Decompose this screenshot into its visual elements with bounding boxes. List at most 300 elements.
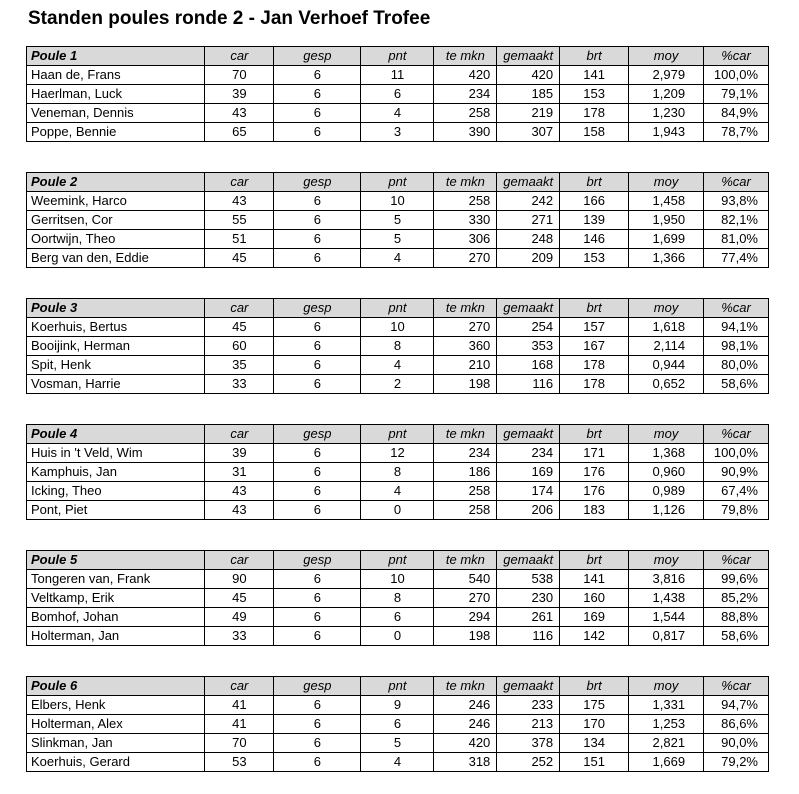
cell-gemaakt: 206 [497, 501, 560, 520]
player-name: Spit, Henk [27, 356, 205, 375]
cell-brt: 178 [560, 104, 629, 123]
player-name: Tongeren van, Frank [27, 570, 205, 589]
column-header-pnt: pnt [361, 173, 434, 192]
cell-car: 35 [205, 356, 274, 375]
cell-gesp: 6 [274, 734, 361, 753]
cell-gesp: 6 [274, 318, 361, 337]
column-header-pct-car: %car [704, 47, 769, 66]
cell-gesp: 6 [274, 356, 361, 375]
cell-pnt: 3 [361, 123, 434, 142]
cell-te-mkn: 270 [434, 589, 497, 608]
column-header-gesp: gesp [274, 47, 361, 66]
column-header-gesp: gesp [274, 299, 361, 318]
cell-pnt: 5 [361, 211, 434, 230]
cell-te-mkn: 186 [434, 463, 497, 482]
cell-gemaakt: 538 [497, 570, 560, 589]
table-row [27, 192, 769, 211]
cell-gemaakt: 261 [497, 608, 560, 627]
cell-pnt: 12 [361, 444, 434, 463]
column-header-gesp: gesp [274, 173, 361, 192]
cell-pnt: 11 [361, 66, 434, 85]
cell-te-mkn: 330 [434, 211, 497, 230]
column-header-moy: moy [629, 677, 704, 696]
column-header-pnt: pnt [361, 677, 434, 696]
column-header-te-mkn: te mkn [434, 47, 497, 66]
column-header-pct-car: %car [704, 173, 769, 192]
cell-moy: 2,821 [629, 734, 704, 753]
player-name: Elbers, Henk [27, 696, 205, 715]
cell-gemaakt: 307 [497, 123, 560, 142]
cell-moy: 1,230 [629, 104, 704, 123]
table-header-row [27, 173, 769, 192]
cell-brt: 167 [560, 337, 629, 356]
cell-gemaakt: 233 [497, 696, 560, 715]
cell-gesp: 6 [274, 589, 361, 608]
cell-car: 31 [205, 463, 274, 482]
cell-brt: 160 [560, 589, 629, 608]
cell-car: 43 [205, 104, 274, 123]
cell-gesp: 6 [274, 608, 361, 627]
player-name: Veltkamp, Erik [27, 589, 205, 608]
player-name: Berg van den, Eddie [27, 249, 205, 268]
cell-car: 39 [205, 85, 274, 104]
cell-te-mkn: 234 [434, 85, 497, 104]
cell-car: 41 [205, 715, 274, 734]
cell-te-mkn: 258 [434, 192, 497, 211]
cell-gemaakt: 271 [497, 211, 560, 230]
cell-gesp: 6 [274, 337, 361, 356]
player-name: Vosman, Harrie [27, 375, 205, 394]
table-row [27, 104, 769, 123]
poule-name: Poule 6 [27, 677, 205, 696]
column-header-brt: brt [560, 677, 629, 696]
cell-gesp: 6 [274, 192, 361, 211]
cell-brt: 153 [560, 85, 629, 104]
cell-te-mkn: 540 [434, 570, 497, 589]
cell-pct: 77,4% [704, 249, 769, 268]
column-header-brt: brt [560, 551, 629, 570]
cell-moy: 2,114 [629, 337, 704, 356]
column-header-moy: moy [629, 47, 704, 66]
cell-moy: 1,950 [629, 211, 704, 230]
cell-car: 70 [205, 66, 274, 85]
table-header-row [27, 551, 769, 570]
column-header-pnt: pnt [361, 47, 434, 66]
player-name: Haan de, Frans [27, 66, 205, 85]
column-header-pct-car: %car [704, 677, 769, 696]
cell-moy: 3,816 [629, 570, 704, 589]
cell-brt: 141 [560, 66, 629, 85]
column-header-brt: brt [560, 47, 629, 66]
cell-moy: 1,669 [629, 753, 704, 772]
player-name: Koerhuis, Bertus [27, 318, 205, 337]
cell-gesp: 6 [274, 696, 361, 715]
column-header-pct-car: %car [704, 551, 769, 570]
cell-car: 55 [205, 211, 274, 230]
cell-pct: 80,0% [704, 356, 769, 375]
cell-te-mkn: 198 [434, 627, 497, 646]
column-header-brt: brt [560, 425, 629, 444]
cell-gemaakt: 353 [497, 337, 560, 356]
cell-moy: 0,817 [629, 627, 704, 646]
column-header-pnt: pnt [361, 425, 434, 444]
cell-gemaakt: 252 [497, 753, 560, 772]
cell-car: 33 [205, 627, 274, 646]
player-name: Pont, Piet [27, 501, 205, 520]
cell-car: 43 [205, 192, 274, 211]
cell-pct: 78,7% [704, 123, 769, 142]
cell-moy: 1,368 [629, 444, 704, 463]
column-header-te-mkn: te mkn [434, 299, 497, 318]
table-row [27, 211, 769, 230]
column-header-moy: moy [629, 551, 704, 570]
poule-name: Poule 1 [27, 47, 205, 66]
poule-name: Poule 2 [27, 173, 205, 192]
column-header-car: car [205, 551, 274, 570]
table-header-row [27, 47, 769, 66]
cell-pct: 82,1% [704, 211, 769, 230]
cell-car: 43 [205, 482, 274, 501]
cell-gesp: 6 [274, 444, 361, 463]
poule-name: Poule 4 [27, 425, 205, 444]
cell-car: 60 [205, 337, 274, 356]
column-header-moy: moy [629, 425, 704, 444]
cell-pct: 98,1% [704, 337, 769, 356]
cell-pct: 79,1% [704, 85, 769, 104]
column-header-te-mkn: te mkn [434, 551, 497, 570]
player-name: Koerhuis, Gerard [27, 753, 205, 772]
cell-gemaakt: 230 [497, 589, 560, 608]
cell-gemaakt: 209 [497, 249, 560, 268]
player-name: Holterman, Jan [27, 627, 205, 646]
table-row [27, 444, 769, 463]
cell-car: 41 [205, 696, 274, 715]
cell-moy: 1,126 [629, 501, 704, 520]
player-name: Icking, Theo [27, 482, 205, 501]
table-row [27, 230, 769, 249]
cell-car: 39 [205, 444, 274, 463]
cell-gemaakt: 420 [497, 66, 560, 85]
table-row [27, 318, 769, 337]
cell-pct: 94,1% [704, 318, 769, 337]
cell-gesp: 6 [274, 753, 361, 772]
column-header-moy: moy [629, 299, 704, 318]
cell-brt: 178 [560, 356, 629, 375]
player-name: Huis in 't Veld, Wim [27, 444, 205, 463]
table-row [27, 375, 769, 394]
cell-pnt: 10 [361, 318, 434, 337]
cell-moy: 1,699 [629, 230, 704, 249]
column-header-gemaakt: gemaakt [497, 425, 560, 444]
table-row [27, 715, 769, 734]
cell-pnt: 8 [361, 337, 434, 356]
poule-table-3 [26, 298, 769, 394]
cell-pct: 86,6% [704, 715, 769, 734]
column-header-pnt: pnt [361, 299, 434, 318]
cell-pct: 85,2% [704, 589, 769, 608]
player-name: Bomhof, Johan [27, 608, 205, 627]
cell-te-mkn: 318 [434, 753, 497, 772]
cell-pnt: 6 [361, 85, 434, 104]
cell-pct: 100,0% [704, 66, 769, 85]
cell-pnt: 9 [361, 696, 434, 715]
cell-te-mkn: 306 [434, 230, 497, 249]
table-row [27, 608, 769, 627]
cell-pnt: 4 [361, 482, 434, 501]
cell-pct: 67,4% [704, 482, 769, 501]
cell-brt: 134 [560, 734, 629, 753]
column-header-pnt: pnt [361, 551, 434, 570]
cell-car: 51 [205, 230, 274, 249]
cell-gesp: 6 [274, 570, 361, 589]
column-header-gemaakt: gemaakt [497, 47, 560, 66]
cell-moy: 1,458 [629, 192, 704, 211]
cell-gemaakt: 378 [497, 734, 560, 753]
player-name: Haerlman, Luck [27, 85, 205, 104]
cell-moy: 1,209 [629, 85, 704, 104]
table-row [27, 85, 769, 104]
column-header-car: car [205, 299, 274, 318]
cell-pnt: 10 [361, 192, 434, 211]
cell-brt: 146 [560, 230, 629, 249]
cell-moy: 1,253 [629, 715, 704, 734]
cell-te-mkn: 420 [434, 734, 497, 753]
cell-gemaakt: 254 [497, 318, 560, 337]
cell-gemaakt: 169 [497, 463, 560, 482]
table-header-row [27, 425, 769, 444]
cell-gesp: 6 [274, 627, 361, 646]
column-header-gemaakt: gemaakt [497, 299, 560, 318]
cell-pnt: 5 [361, 230, 434, 249]
cell-brt: 166 [560, 192, 629, 211]
cell-te-mkn: 246 [434, 696, 497, 715]
column-header-brt: brt [560, 173, 629, 192]
cell-pnt: 6 [361, 608, 434, 627]
column-header-gesp: gesp [274, 425, 361, 444]
table-row [27, 570, 769, 589]
cell-moy: 0,960 [629, 463, 704, 482]
table-row [27, 123, 769, 142]
cell-moy: 0,944 [629, 356, 704, 375]
column-header-car: car [205, 47, 274, 66]
poule-name: Poule 3 [27, 299, 205, 318]
table-row [27, 482, 769, 501]
cell-te-mkn: 270 [434, 249, 497, 268]
column-header-gemaakt: gemaakt [497, 551, 560, 570]
cell-te-mkn: 360 [434, 337, 497, 356]
player-name: Weemink, Harco [27, 192, 205, 211]
cell-car: 70 [205, 734, 274, 753]
column-header-te-mkn: te mkn [434, 677, 497, 696]
cell-pnt: 6 [361, 715, 434, 734]
cell-moy: 1,438 [629, 589, 704, 608]
table-row [27, 249, 769, 268]
cell-pct: 100,0% [704, 444, 769, 463]
cell-pct: 94,7% [704, 696, 769, 715]
table-row [27, 753, 769, 772]
column-header-pct-car: %car [704, 299, 769, 318]
cell-gesp: 6 [274, 375, 361, 394]
column-header-gesp: gesp [274, 677, 361, 696]
cell-pct: 90,9% [704, 463, 769, 482]
cell-car: 49 [205, 608, 274, 627]
cell-gemaakt: 168 [497, 356, 560, 375]
cell-te-mkn: 198 [434, 375, 497, 394]
cell-gesp: 6 [274, 715, 361, 734]
cell-car: 53 [205, 753, 274, 772]
cell-gemaakt: 116 [497, 627, 560, 646]
column-header-car: car [205, 425, 274, 444]
cell-brt: 170 [560, 715, 629, 734]
cell-moy: 1,544 [629, 608, 704, 627]
column-header-pct-car: %car [704, 425, 769, 444]
cell-gemaakt: 185 [497, 85, 560, 104]
cell-brt: 153 [560, 249, 629, 268]
cell-gemaakt: 234 [497, 444, 560, 463]
player-name: Holterman, Alex [27, 715, 205, 734]
poule-table-2 [26, 172, 769, 268]
cell-te-mkn: 294 [434, 608, 497, 627]
cell-gemaakt: 116 [497, 375, 560, 394]
cell-pnt: 8 [361, 589, 434, 608]
cell-brt: 183 [560, 501, 629, 520]
table-header-row [27, 677, 769, 696]
cell-brt: 158 [560, 123, 629, 142]
poule-table-5 [26, 550, 769, 646]
table-row [27, 66, 769, 85]
cell-brt: 175 [560, 696, 629, 715]
cell-car: 45 [205, 589, 274, 608]
cell-pct: 79,2% [704, 753, 769, 772]
column-header-brt: brt [560, 299, 629, 318]
cell-brt: 176 [560, 482, 629, 501]
cell-pnt: 8 [361, 463, 434, 482]
cell-gemaakt: 174 [497, 482, 560, 501]
cell-car: 33 [205, 375, 274, 394]
column-header-gemaakt: gemaakt [497, 173, 560, 192]
column-header-te-mkn: te mkn [434, 173, 497, 192]
table-row [27, 356, 769, 375]
cell-moy: 1,618 [629, 318, 704, 337]
cell-pnt: 10 [361, 570, 434, 589]
cell-car: 45 [205, 249, 274, 268]
cell-gemaakt: 248 [497, 230, 560, 249]
poule-table-4 [26, 424, 769, 520]
cell-pct: 90,0% [704, 734, 769, 753]
cell-gesp: 6 [274, 66, 361, 85]
cell-pct: 99,6% [704, 570, 769, 589]
cell-pnt: 4 [361, 104, 434, 123]
cell-pct: 58,6% [704, 375, 769, 394]
table-row [27, 627, 769, 646]
cell-pnt: 4 [361, 753, 434, 772]
cell-gesp: 6 [274, 211, 361, 230]
cell-brt: 157 [560, 318, 629, 337]
table-row [27, 337, 769, 356]
cell-gesp: 6 [274, 463, 361, 482]
poule-table-6 [26, 676, 769, 772]
cell-te-mkn: 420 [434, 66, 497, 85]
column-header-te-mkn: te mkn [434, 425, 497, 444]
cell-gesp: 6 [274, 85, 361, 104]
page-title: Standen poules ronde 2 - Jan Verhoef Trofee [28, 8, 431, 29]
player-name: Veneman, Dennis [27, 104, 205, 123]
cell-brt: 139 [560, 211, 629, 230]
cell-pnt: 4 [361, 356, 434, 375]
table-row [27, 463, 769, 482]
cell-pct: 88,8% [704, 608, 769, 627]
table-row [27, 501, 769, 520]
cell-brt: 178 [560, 375, 629, 394]
cell-pct: 79,8% [704, 501, 769, 520]
cell-car: 90 [205, 570, 274, 589]
cell-brt: 141 [560, 570, 629, 589]
cell-gesp: 6 [274, 104, 361, 123]
player-name: Gerritsen, Cor [27, 211, 205, 230]
cell-car: 65 [205, 123, 274, 142]
column-header-gesp: gesp [274, 551, 361, 570]
player-name: Kamphuis, Jan [27, 463, 205, 482]
table-row [27, 589, 769, 608]
cell-pnt: 0 [361, 627, 434, 646]
cell-brt: 151 [560, 753, 629, 772]
cell-brt: 142 [560, 627, 629, 646]
cell-moy: 2,979 [629, 66, 704, 85]
cell-te-mkn: 390 [434, 123, 497, 142]
cell-moy: 1,943 [629, 123, 704, 142]
cell-brt: 171 [560, 444, 629, 463]
cell-pnt: 0 [361, 501, 434, 520]
cell-gemaakt: 242 [497, 192, 560, 211]
cell-moy: 0,652 [629, 375, 704, 394]
cell-pnt: 2 [361, 375, 434, 394]
cell-te-mkn: 258 [434, 104, 497, 123]
cell-gesp: 6 [274, 123, 361, 142]
cell-pct: 58,6% [704, 627, 769, 646]
player-name: Slinkman, Jan [27, 734, 205, 753]
cell-gesp: 6 [274, 482, 361, 501]
cell-gesp: 6 [274, 501, 361, 520]
cell-gesp: 6 [274, 249, 361, 268]
column-header-gemaakt: gemaakt [497, 677, 560, 696]
table-header-row [27, 299, 769, 318]
poule-table-1 [26, 46, 769, 142]
cell-te-mkn: 258 [434, 501, 497, 520]
column-header-car: car [205, 677, 274, 696]
column-header-car: car [205, 173, 274, 192]
cell-te-mkn: 270 [434, 318, 497, 337]
cell-car: 45 [205, 318, 274, 337]
table-row [27, 734, 769, 753]
cell-brt: 169 [560, 608, 629, 627]
column-header-moy: moy [629, 173, 704, 192]
cell-te-mkn: 234 [434, 444, 497, 463]
cell-brt: 176 [560, 463, 629, 482]
cell-pnt: 5 [361, 734, 434, 753]
cell-pct: 81,0% [704, 230, 769, 249]
cell-te-mkn: 210 [434, 356, 497, 375]
cell-te-mkn: 258 [434, 482, 497, 501]
cell-car: 43 [205, 501, 274, 520]
table-row [27, 696, 769, 715]
poule-name: Poule 5 [27, 551, 205, 570]
cell-moy: 1,331 [629, 696, 704, 715]
cell-gemaakt: 219 [497, 104, 560, 123]
player-name: Booijink, Herman [27, 337, 205, 356]
cell-gesp: 6 [274, 230, 361, 249]
cell-pnt: 4 [361, 249, 434, 268]
cell-moy: 0,989 [629, 482, 704, 501]
